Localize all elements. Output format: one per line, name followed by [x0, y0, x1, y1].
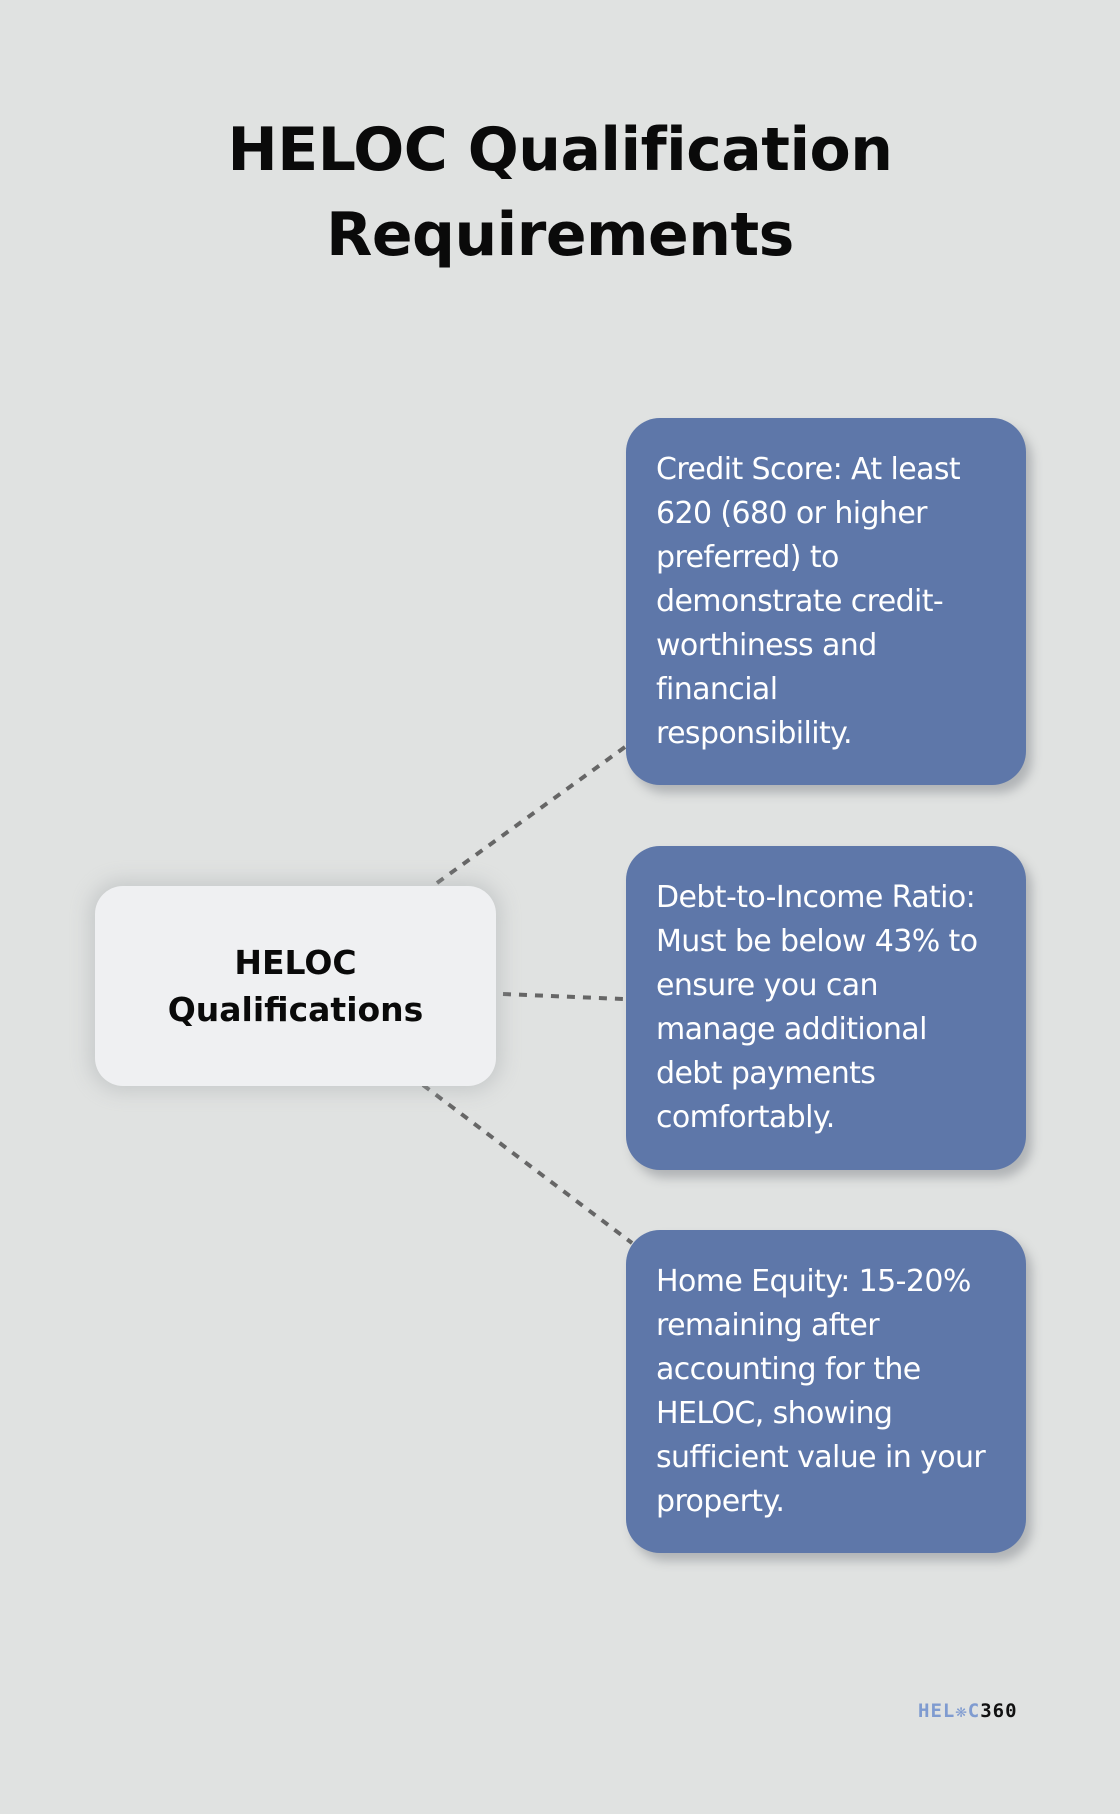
text-line: Credit Score: At least — [656, 452, 961, 487]
text-line: 620 (680 or higher — [656, 496, 927, 531]
heloc360-logo — [918, 1701, 1018, 1721]
text-line: Home Equity: 15-20% — [656, 1264, 971, 1299]
text-line: Must be below 43% to — [656, 924, 978, 959]
logo-heloc-part-1: HEL — [918, 1700, 956, 1722]
text-line: preferred) to — [656, 540, 839, 575]
logo-360: 360 — [980, 1700, 1018, 1722]
center-node-line-1: HELOC — [234, 943, 357, 982]
requirement-credit-score — [626, 418, 1026, 785]
text-line: comfortably. — [656, 1100, 835, 1135]
text-line: Debt-to-Income Ratio: — [656, 880, 976, 915]
title-line-2: Requirements — [326, 200, 794, 270]
center-node-heloc-qualifications — [95, 886, 496, 1086]
text-line: manage additional — [656, 1012, 927, 1047]
text-line: accounting for the — [656, 1352, 921, 1387]
text-line: financial — [656, 672, 778, 707]
requirement-debt-to-income — [626, 846, 1026, 1170]
text-line: remaining after — [656, 1308, 879, 1343]
requirement-home-equity — [626, 1230, 1026, 1553]
text-line: debt payments — [656, 1056, 876, 1091]
connector-debt-to-income — [503, 994, 623, 999]
title-line-1: HELOC Qualification — [227, 115, 893, 185]
text-line: ensure you can — [656, 968, 878, 1003]
connector-credit-score — [437, 747, 625, 883]
text-line: demonstrate credit- — [656, 584, 944, 619]
text-line: sufficient value in your — [656, 1440, 986, 1475]
page-title — [0, 108, 1120, 278]
text-line: HELOC, showing — [656, 1396, 893, 1431]
swirl-o-icon: ❋ — [955, 1700, 968, 1722]
connector-home-equity — [423, 1085, 632, 1243]
text-line: worthiness and — [656, 628, 877, 663]
text-line: responsibility. — [656, 716, 852, 751]
logo-heloc-part-2: C — [967, 1700, 981, 1722]
center-node-line-2: Qualifications — [167, 990, 424, 1029]
text-line: property. — [656, 1484, 785, 1519]
